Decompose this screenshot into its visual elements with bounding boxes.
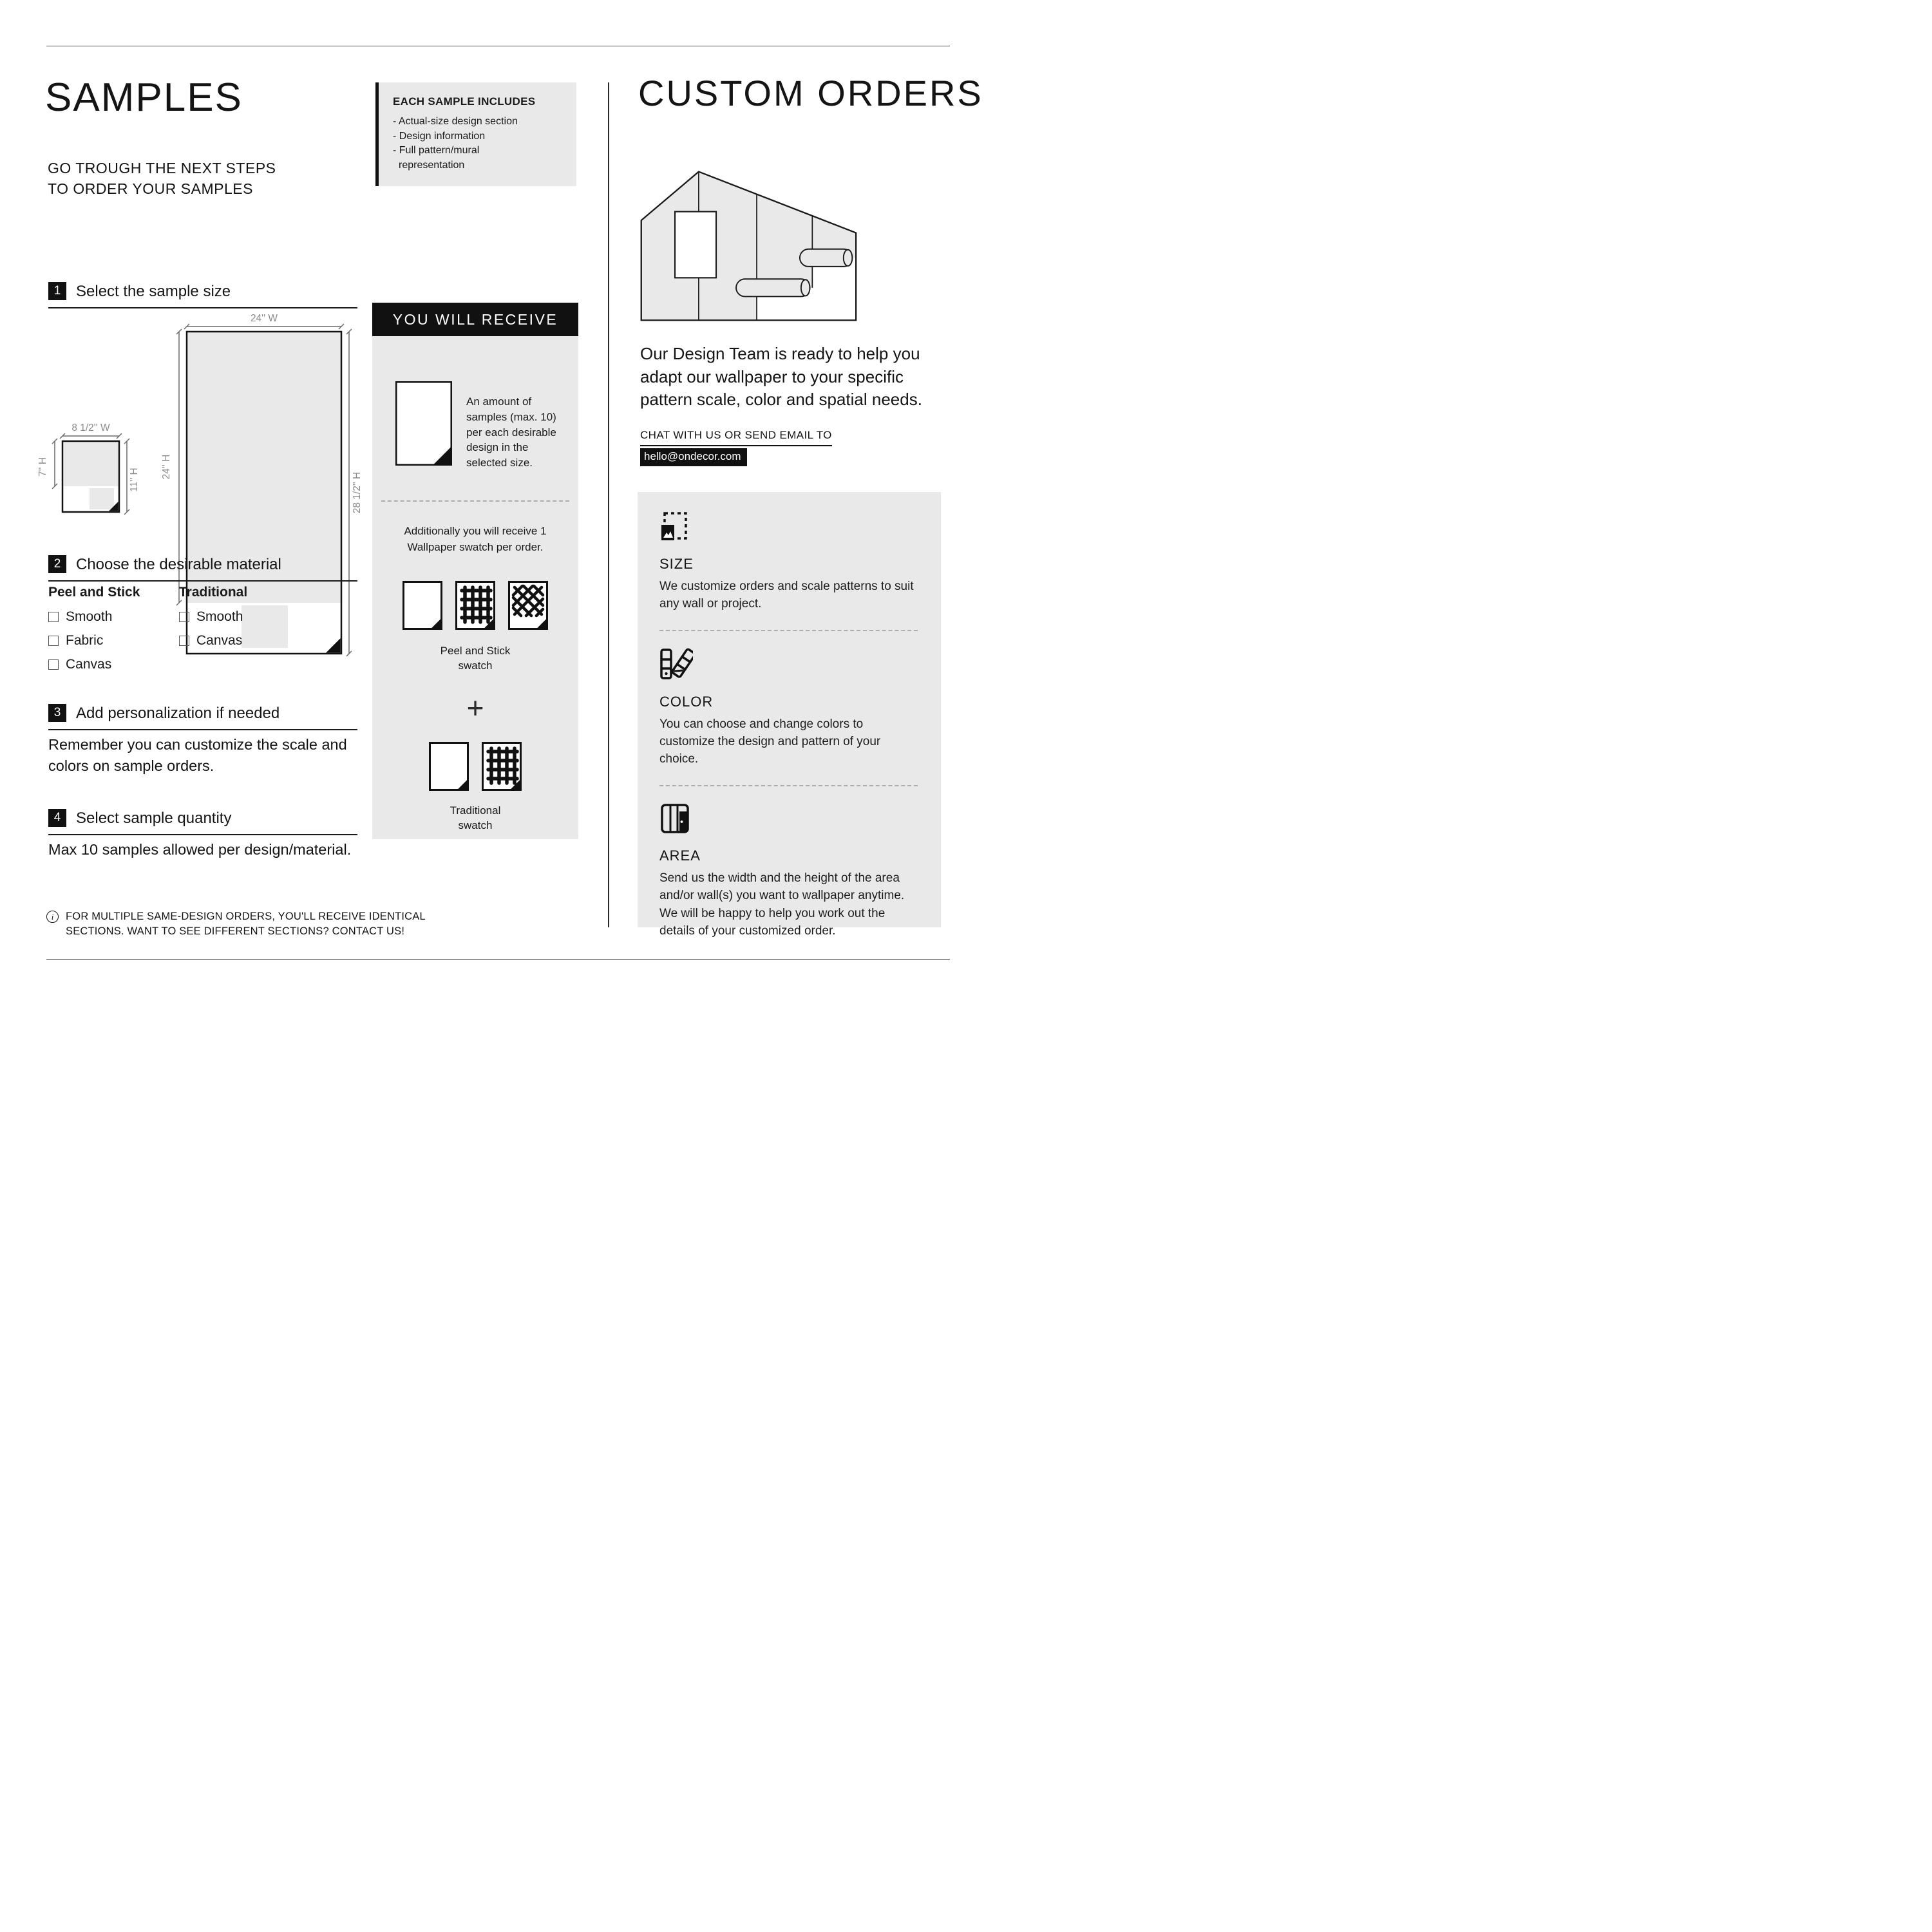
custom-options-panel [638,492,941,938]
bottom-rule [46,959,950,960]
material-option-label: Smooth [196,609,243,624]
wallpaper-house-illustration [636,163,880,325]
includes-item: - Full pattern/mural [393,145,480,156]
material-column-peel-and-stick [48,585,174,681]
large-width-label: 24'' W [250,313,278,324]
feature-color-title: COLOR [659,693,714,710]
footnote-line1: FOR MULTIPLE SAME-DESIGN ORDERS, YOU'LL RECEIVE IDENTICAL [66,911,426,922]
step3-header [48,704,357,730]
feature-area-title: AREA [659,847,701,864]
samples-title: SAMPLES [45,75,243,120]
grid-pattern-swatch-icon [482,742,522,791]
checkbox-smooth-traditional[interactable] [179,612,189,622]
traditional-swatch-row [372,742,578,791]
large-outer-height-label: 28 1/2'' H [352,471,363,514]
step2-header [48,555,357,582]
email-row [640,448,747,466]
receive-item-samples [395,381,578,471]
step1-header [48,282,357,308]
includes-box-title: EACH SAMPLE INCLUDES [393,95,536,108]
chat-row [640,429,832,446]
samples-subtitle-line2: TO ORDER YOUR SAMPLES [48,180,253,197]
step3-number-badge: 3 [48,704,66,722]
step3-body: Remember you can customize the scale and colors on sample orders. [48,736,347,774]
dashed-separator [659,785,918,786]
feature-color-body: You can choose and change colors to customize the design and pattern of your choice. [659,717,881,766]
peel-and-stick-swatch-row [372,581,578,630]
receive-item-samples-text: An amount of samples (max. 10) per each desirable design in the selected size. [466,395,556,469]
samples-subtitle [48,158,276,199]
step1-title: Select the sample size [76,283,231,300]
column-divider [608,82,609,927]
info-icon: i [46,911,59,923]
footnote [46,909,459,940]
step4-number-badge: 4 [48,809,66,827]
swatch-label-line: swatch [458,819,493,832]
small-width-label: 8 1/2'' W [71,422,110,433]
material-option [48,609,174,625]
step1-number-badge: 1 [48,282,66,300]
step3-title: Add personalization if needed [76,705,280,722]
large-inner-height-label: 24'' H [161,454,172,480]
wallpaper-roll-lower [736,279,810,296]
step4-body: Max 10 samples allowed per design/material. [48,841,352,858]
small-outer-height-label: 11'' H [129,468,140,492]
size-icon [659,511,689,542]
feature-size-title: SIZE [659,556,694,572]
traditional-swatch-label [372,804,578,833]
includes-item: representation [399,160,465,171]
material-option [48,657,174,672]
swatch-label-line: swatch [458,659,493,672]
checkbox-fabric-peel[interactable] [48,636,59,646]
peel-and-stick-swatch-label [372,644,578,674]
small-inner-height-label: 7'' H [37,457,48,477]
includes-item: - Actual-size design section [393,116,518,127]
footnote-text [66,909,426,940]
receive-panel-header: YOU WILL RECEIVE [372,303,578,336]
chat-label: CHAT WITH US OR SEND EMAIL TO [640,429,832,446]
feature-size-body: We customize orders and scale patterns to suit any wall or project. [659,580,914,611]
material-option-label: Canvas [66,657,112,672]
color-icon [659,648,693,680]
material-option [48,633,174,649]
wallpaper-roll-upper [800,249,852,267]
custom-orders-title: CUSTOM ORDERS [638,73,983,113]
area-icon [659,803,690,834]
small-sample-gray-area [64,442,118,487]
material-option-label: Canvas [196,633,243,648]
feature-area-body: Send us the width and the height of the area and/or wall(s) you want to wallpaper anytime. We will be happy to help you work out the details of your customized order. [659,871,905,938]
material-option-label: Smooth [66,609,113,624]
sample-sheet-icon [395,381,452,466]
includes-item: - Design information [393,130,486,142]
infographic-page [0,0,996,996]
step4-header [48,809,357,835]
email-badge[interactable]: hello@ondecor.com [640,448,747,466]
dashed-separator [381,500,569,502]
small-sample-inner-square [90,488,114,509]
material-option [179,633,301,649]
house-window [675,212,716,278]
receive-additional-text: Additionally you will receive 1 Wallpaper swatch per order. [404,524,547,553]
you-will-receive-panel [372,303,578,839]
footnote-line2: SECTIONS. WANT TO SEE DIFFERENT SECTIONS? CONTACT US! [66,925,405,938]
material-column-traditional [179,585,301,657]
step4-title: Select sample quantity [76,810,232,827]
blank-swatch-icon [402,581,442,630]
material-col2-title: Traditional [179,585,248,600]
swatch-label-line: Peel and Stick [440,645,511,658]
each-sample-includes-box [375,82,576,186]
blank-swatch-icon [429,742,469,791]
custom-intro-text: Our Design Team is ready to help you adapt our wallpaper to your specific pattern scale, color and spatial needs. [640,344,922,410]
samples-subtitle-line1: GO TROUGH THE NEXT STEPS [48,160,276,176]
step2-number-badge: 2 [48,555,66,573]
material-col1-title: Peel and Stick [48,585,140,600]
plus-sign: + [466,691,484,725]
material-option [179,609,301,625]
grid-pattern-swatch-icon [455,581,495,630]
crosshatch-pattern-swatch-icon [508,581,548,630]
dashed-separator [659,630,918,631]
checkbox-canvas-peel[interactable] [48,659,59,670]
step2-title: Choose the desirable material [76,556,281,573]
checkbox-canvas-traditional[interactable] [179,636,189,646]
checkbox-smooth-peel[interactable] [48,612,59,622]
swatch-label-line: Traditional [450,804,501,817]
material-option-label: Fabric [66,633,104,648]
